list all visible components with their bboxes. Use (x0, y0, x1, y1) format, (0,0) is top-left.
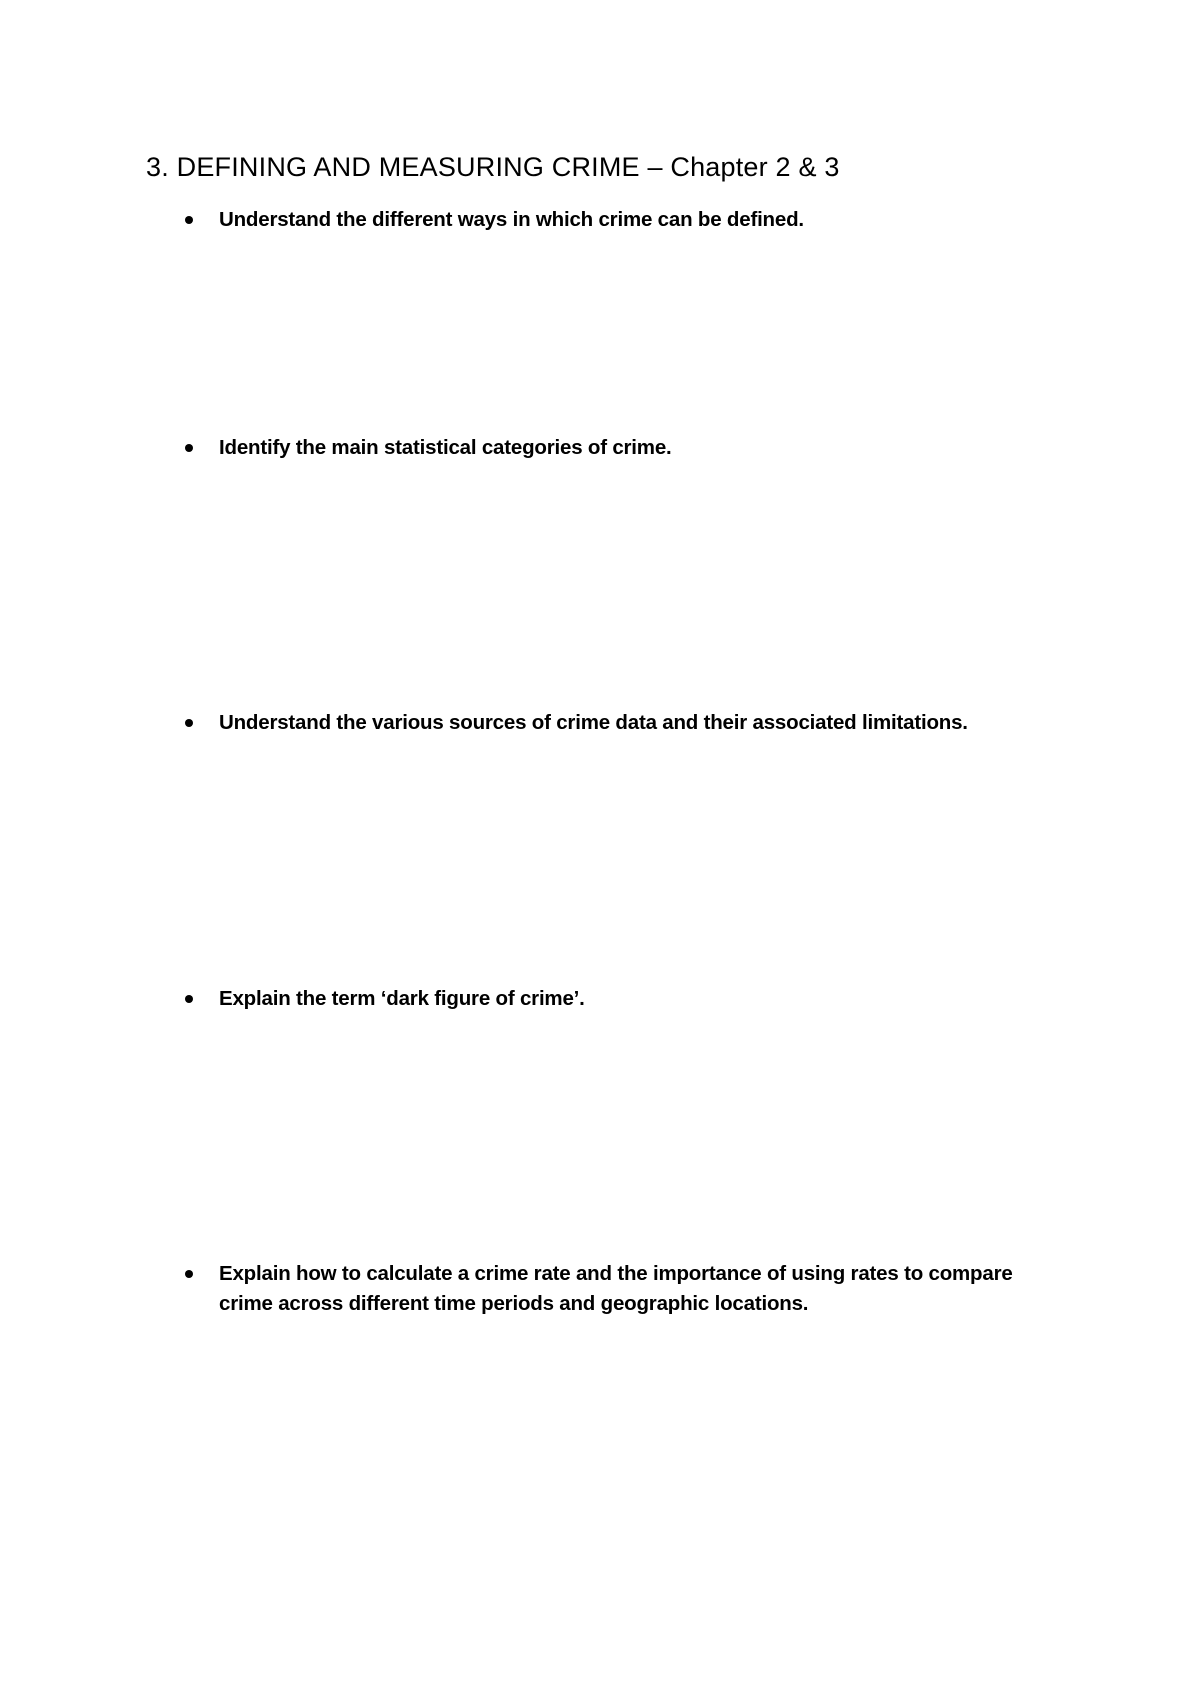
objective-text: Explain how to calculate a crime rate and the importance of using rates to compare crime across different time periods and geographic locations. (219, 1262, 1013, 1315)
bullet-icon (185, 444, 193, 452)
section-heading-chapter: Chapter 2 & 3 (670, 152, 840, 182)
section-heading (146, 150, 840, 184)
bullet-icon (185, 719, 193, 727)
bullet-icon (185, 1270, 193, 1278)
bullet-icon (185, 216, 193, 224)
objective-text: Understand the various sources of crime data and their associated limitations. (219, 711, 968, 734)
objective-text: Understand the different ways in which crime can be defined. (219, 208, 804, 231)
section-heading-title: 3. DEFINING AND MEASURING CRIME – (146, 152, 671, 182)
objective-text: Explain the term ‘dark figure of crime’. (219, 987, 585, 1010)
bullet-icon (185, 995, 193, 1003)
objective-text: Identify the main statistical categories of crime. (219, 436, 672, 459)
